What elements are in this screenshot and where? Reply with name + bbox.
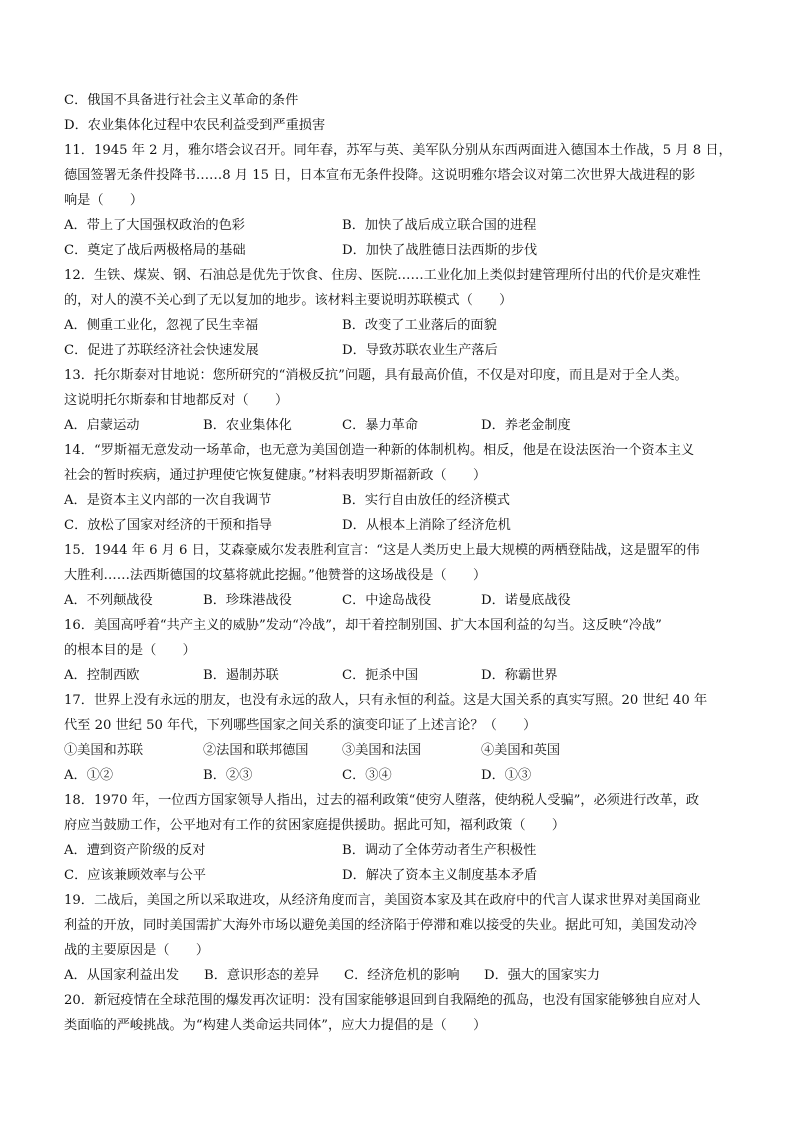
question-19-stem: 利益的开放，同时美国需扩大海外市场以避免美国的经济陷于停滞和难以接受的失业。据此可知，美国发动冷: [64, 918, 697, 933]
question-17-stem: 代至 20 世纪 50 年代，下列哪些国家之间关系的演变印证了上述言论？（ ）: [64, 718, 537, 733]
question-12-options: [64, 338, 744, 363]
item-3: ③美国和法国: [342, 743, 422, 758]
option-c: C．中途岛战役: [342, 593, 432, 608]
option-c: C．促进了苏联经济社会快速发展: [64, 343, 259, 358]
question-20-stem: 类面临的严峻挑战。为“构建人类命运共同体”，应大力提倡的是（ ）: [64, 1018, 487, 1033]
question-17-options: [64, 763, 744, 788]
option-d: D．养老金制度: [481, 418, 571, 433]
option-b: B．调动了全体劳动者生产积极性: [342, 843, 537, 858]
question-14-stem: 14．“罗斯福无意发动一场革命，也无意为美国创造一种新的体制机构。相反，他是在设法医治一个资本主义: [64, 443, 695, 458]
question-19-stem: 战的主要原因是（ ）: [64, 943, 210, 958]
question-19-stem: 19．二战后，美国之所以采取进攻，从经济角度而言，美国资本家及其在政府中的代言人谋求世界对美国商业: [64, 893, 701, 908]
option-b: B．加快了战后成立联合国的进程: [342, 218, 537, 233]
option-a: A．从国家利益出发: [64, 968, 180, 983]
question-13-stem: 这说明托尔斯泰和甘地都反对（ ）: [64, 393, 289, 408]
question-11-stem: 响是（ ）: [64, 193, 144, 208]
option-a: A．带上了大国强权政治的色彩: [64, 218, 245, 233]
option-a: A．遭到资产阶级的反对: [64, 843, 206, 858]
option-c: C．扼杀中国: [342, 668, 419, 683]
option-a: A．不列颠战役: [64, 593, 153, 608]
question-20-stem: 20．新冠疫情在全球范围的爆发再次证明：没有国家能够退回到自我隔绝的孤岛，也没有国家能够独自应对人: [64, 993, 701, 1008]
question-12-stem: 的，对人的漠不关心到了无以复加的地步。该材料主要说明苏联模式（ ）: [64, 293, 513, 308]
option-b: B．农业集体化: [203, 418, 292, 433]
question-15-options: [64, 588, 744, 613]
option-b: B．意识形态的差异: [204, 968, 320, 983]
question-14-options: [64, 513, 744, 538]
question-11-options: [64, 213, 744, 238]
question-15-stem: 15．1944 年 6 月 6 日，艾森豪威尔发表胜利宣言：“这是人类历史上最大规模的两栖登陆战，这是盟军的伟: [64, 543, 700, 558]
question-18-options: [64, 838, 744, 863]
question-11-stem: 11．1945 年 2 月，雅尔塔会议召开。同年春，苏军与英、美军队分别从东西两面进入德国本土作战，5 月 8 日，: [64, 143, 732, 158]
exam-page: [64, 88, 744, 1038]
question-16-options: [64, 663, 744, 688]
item-1: ①美国和苏联: [64, 743, 144, 758]
question-14-stem: 社会的暂时疾病，通过护理使它恢复健康。”材料表明罗斯福新政（ ）: [64, 468, 487, 483]
item-4: ④美国和英国: [481, 743, 561, 758]
option-line: C．俄国不具备进行社会主义革命的条件: [64, 93, 299, 108]
option-a: A．侧重工业化，忽视了民生幸福: [64, 318, 259, 333]
option-d: D．导致苏联农业生产落后: [342, 343, 498, 358]
question-17-stem: 17．世界上没有永远的朋友，也没有永远的敌人，只有永恒的利益。这是大国关系的真实写照。20 世纪 40 年: [64, 693, 708, 708]
option-b: B．②③: [203, 768, 253, 783]
option-b: B．实行自由放任的经济模式: [342, 493, 510, 508]
option-d: D．解决了资本主义制度基本矛盾: [342, 868, 538, 883]
option-d: D．从根本上消除了经济危机: [342, 518, 511, 533]
question-11-stem: 德国签署无条件投降书……8 月 15 日，日本宣布无条件投降。这说明雅尔塔会议对第二次世界大战进程的影: [64, 168, 696, 183]
option-c: C．应该兼顾效率与公平: [64, 868, 206, 883]
item-2: ②法国和联邦德国: [203, 743, 309, 758]
option-d: D．①③: [481, 768, 532, 783]
option-line: D．农业集体化过程中农民利益受到严重损害: [64, 118, 326, 133]
option-a: A．①②: [64, 768, 114, 783]
question-17-items: [64, 738, 744, 763]
question-14-options: [64, 488, 744, 513]
option-c: C．经济危机的影响: [344, 968, 460, 983]
question-15-stem: 大胜利……法西斯德国的坟墓将就此挖掘。”他赞誉的这场战役是（ ）: [64, 568, 487, 583]
option-b: B．改变了工业落后的面貌: [342, 318, 497, 333]
option-b: B．遏制苏联: [203, 668, 279, 683]
question-12-stem: 12．生铁、煤炭、钢、石油总是优先于饮食、住房、医院……工业化加上类似封建管理所付出的代价是灾难性: [64, 268, 701, 283]
option-a: A．是资本主义内部的一次自我调节: [64, 493, 272, 508]
option-c: C．暴力革命: [342, 418, 419, 433]
option-d: D．强大的国家实力: [484, 968, 601, 983]
question-18-options: [64, 863, 744, 888]
option-a: A．启蒙运动: [64, 418, 140, 433]
question-12-options: [64, 313, 744, 338]
option-c: C．③④: [342, 768, 392, 783]
option-c: C．放松了国家对经济的干预和指导: [64, 518, 272, 533]
question-13-options: [64, 413, 744, 438]
option-d: D．称霸世界: [481, 668, 558, 683]
question-11-options: [64, 238, 744, 263]
option-d: D．诺曼底战役: [481, 593, 571, 608]
question-16-stem: 16．美国高呼着“共产主义的威胁”发动“冷战”，却干着控制别国、扩大本国利益的勾当。这反映“冷战”: [64, 618, 662, 633]
question-19-options: [64, 963, 744, 988]
question-18-stem: 府应当鼓励工作，公平地对有工作的贫困家庭提供援助。据此可知，福利政策（ ）: [64, 818, 566, 833]
question-18-stem: 18．1970 年，一位西方国家领导人指出，过去的福利政策“使穷人堕落，使纳税人受骗”，必须进行改革，政: [64, 793, 700, 808]
question-13-stem: 13．托尔斯泰对甘地说：您所研究的“消极反抗”问题，具有最高价值，不仅是对印度，而且是对于全人类。: [64, 368, 688, 383]
option-a: A．控制西欧: [64, 668, 140, 683]
option-c: C．奠定了战后两极格局的基础: [64, 243, 246, 258]
question-16-stem: 的根本目的是（ ）: [64, 643, 196, 658]
option-d: D．加快了战胜德日法西斯的步伐: [342, 243, 538, 258]
option-b: B．珍珠港战役: [203, 593, 292, 608]
